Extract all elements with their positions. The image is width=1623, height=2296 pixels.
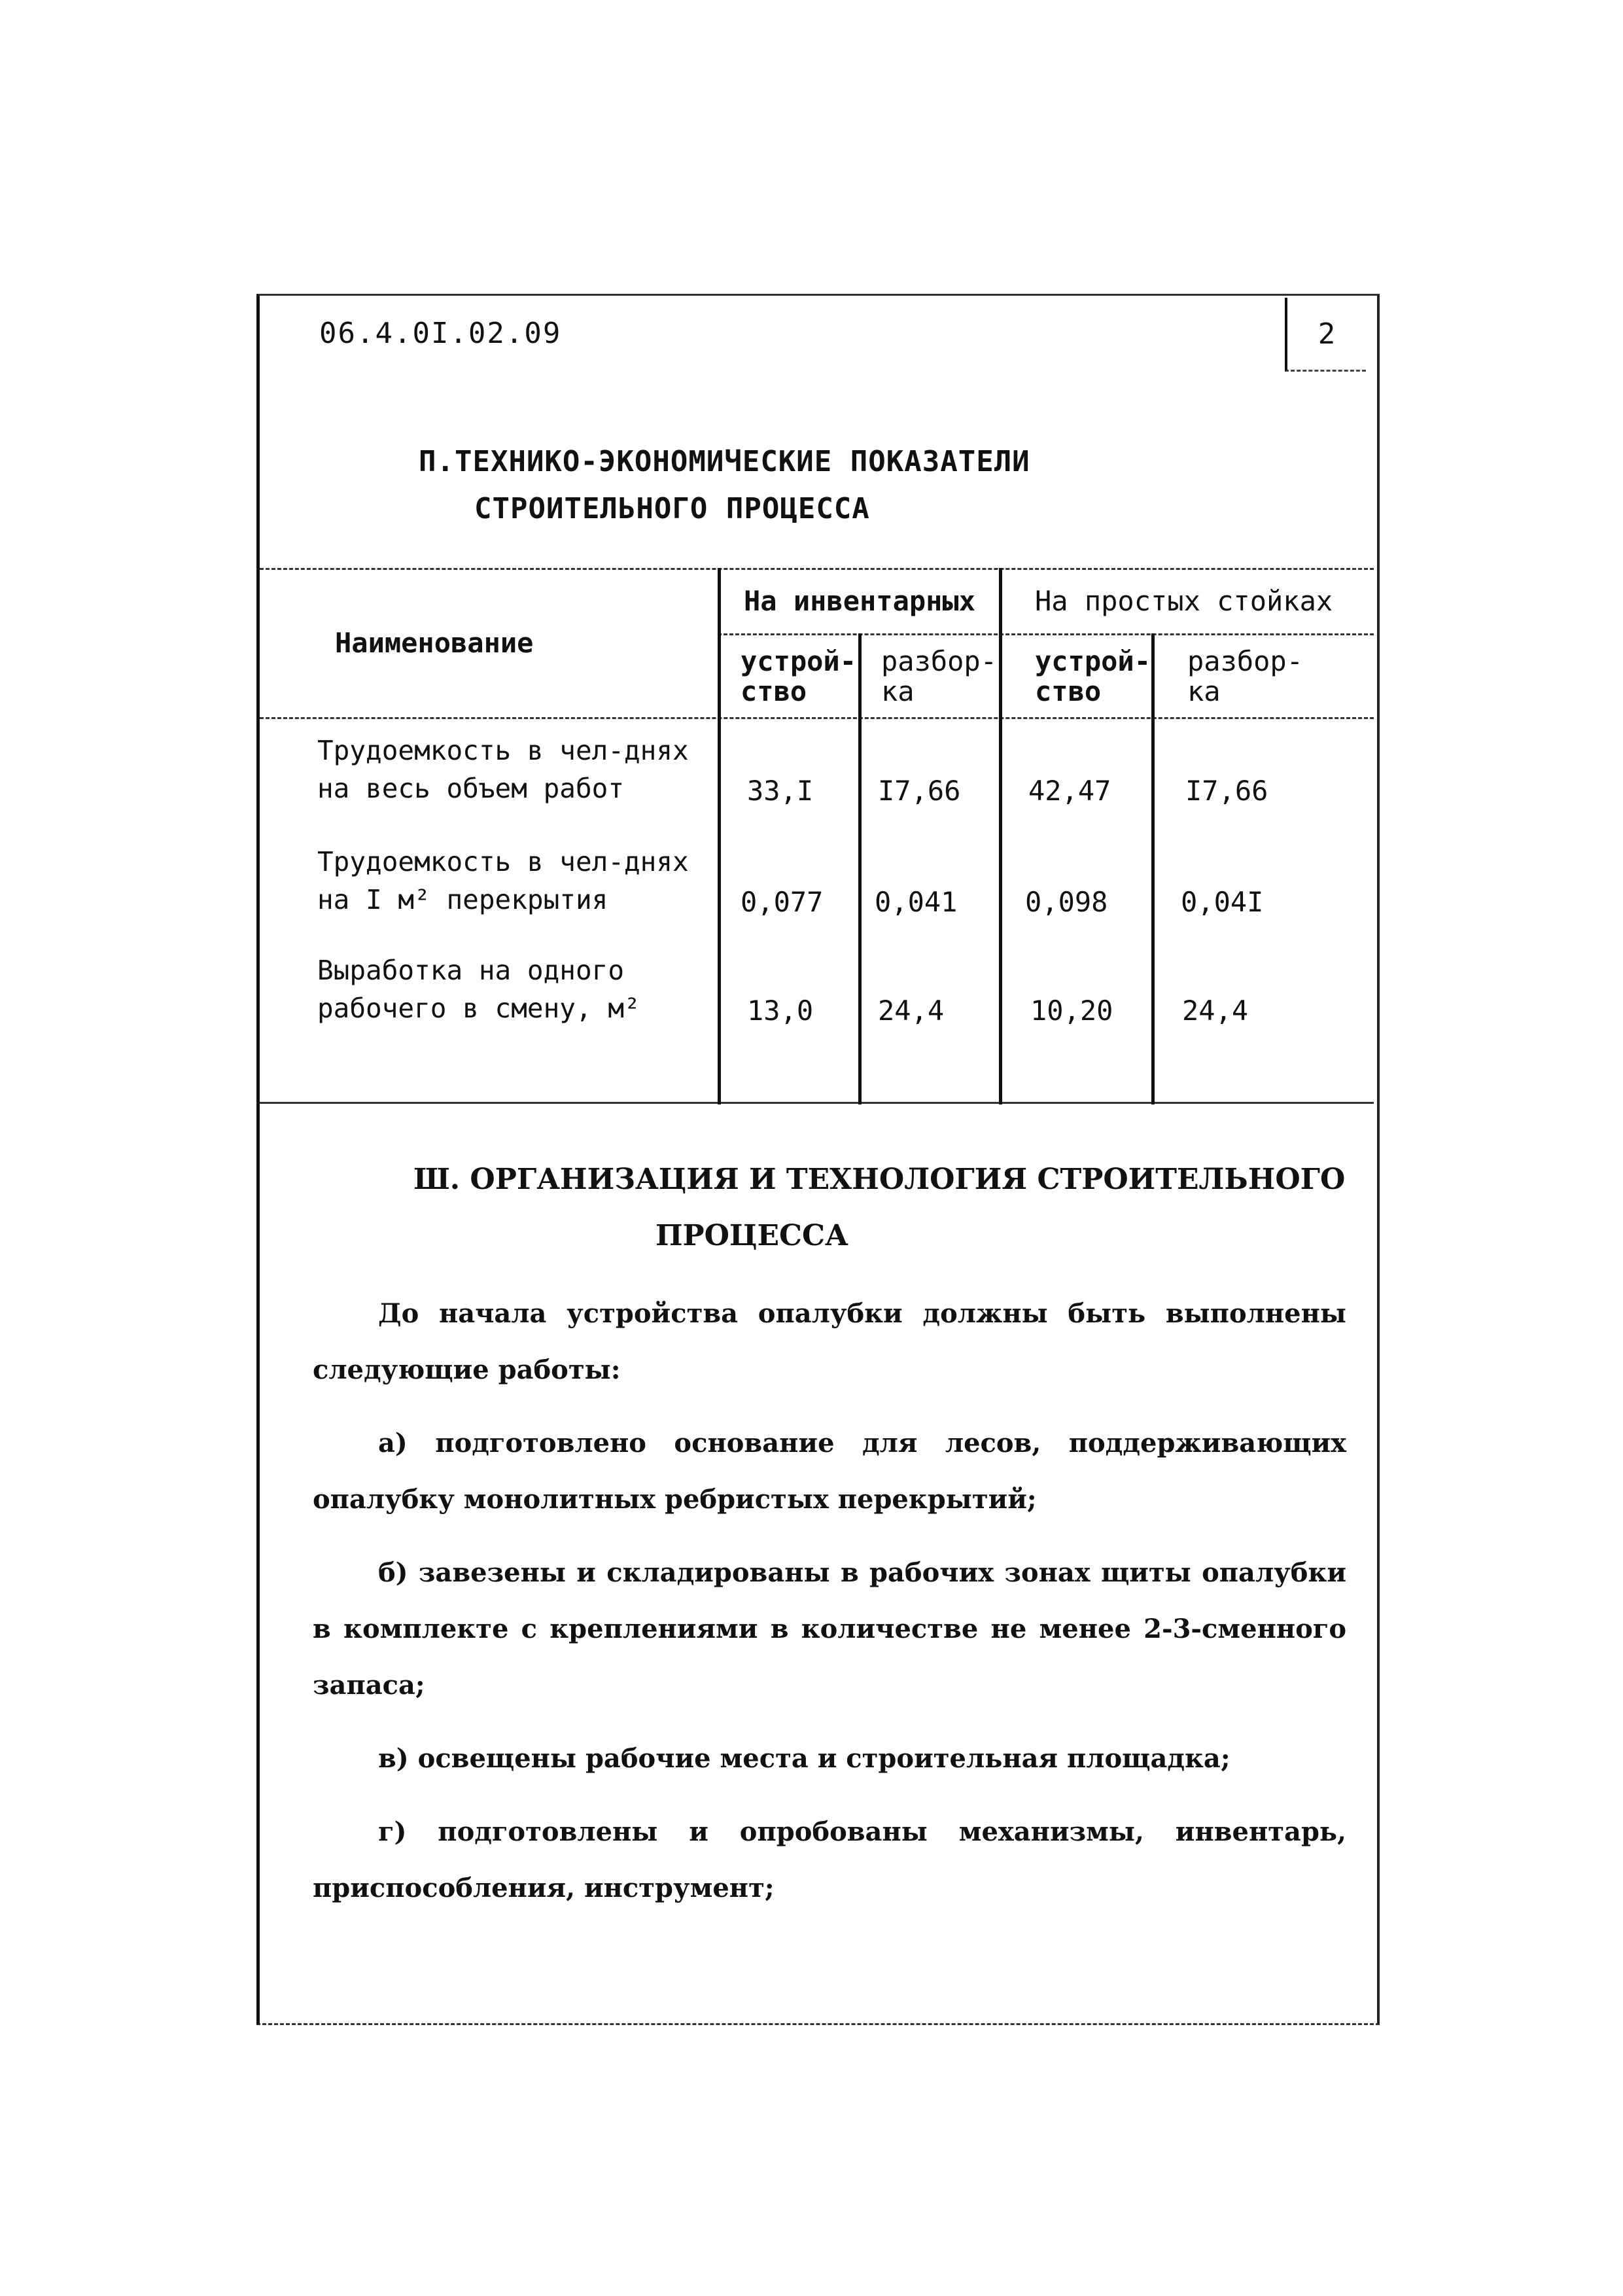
row-3-value-2: 24,4 xyxy=(878,995,945,1027)
row-1-value-3: 42,47 xyxy=(1028,775,1111,807)
section3-title-line2: ПРОЦЕССА xyxy=(655,1219,848,1252)
table-header-line xyxy=(260,717,1374,719)
row-3-value-3: 10,20 xyxy=(1030,995,1113,1027)
row-1-value-4: I7,66 xyxy=(1185,775,1268,807)
document-code: 06.4.0I.02.09 xyxy=(319,317,562,350)
row-1-value-1: 33,I xyxy=(747,775,814,807)
page-number: 2 xyxy=(1285,298,1366,372)
table-group-line xyxy=(718,633,1374,635)
indicators-table xyxy=(260,568,1374,1104)
section2-title-line2: СТРОИТЕЛЬНОГО ПРОЦЕССА xyxy=(474,492,870,525)
sub-header-dismantle-1: разбор- ка xyxy=(881,645,998,707)
row-2-value-4: 0,04I xyxy=(1181,886,1264,918)
row-3-name: Выработка на одного рабочего в смену, м² xyxy=(317,955,640,1024)
list-item-b: б) завезены и складированы в рабочих зонах щиты опалубки в комплекте с креплениями в количестве не менее 2-3-сменного запаса; xyxy=(313,1557,1346,1701)
section2-title xyxy=(419,438,1030,533)
table-bottom-line xyxy=(260,1102,1374,1104)
row-2-value-2: 0,041 xyxy=(875,886,958,918)
group-header-inventory: На инвентарных xyxy=(744,585,976,617)
table-top-line xyxy=(260,568,1374,570)
row-2-value-3: 0,098 xyxy=(1025,886,1108,918)
table-col-line-2 xyxy=(858,633,862,1104)
row-1-name: Трудоемкость в чел-днях на весь объем работ xyxy=(317,735,689,804)
row-2-name: Трудоемкость в чел-днях на I м² перекрытия xyxy=(317,846,689,915)
row-3-value-1: 13,0 xyxy=(747,995,814,1027)
table-col-line-3 xyxy=(999,568,1002,1104)
sub-header-install-1: устрой- ство xyxy=(741,645,857,707)
list-item-a: а) подготовлено основание для лесов, поддерживающих опалубку монолитных ребристых перекрытий; xyxy=(313,1428,1346,1515)
intro-paragraph: До начала устройства опалубки должны быть выполнены следующие работы: xyxy=(313,1298,1346,1385)
row-3-value-4: 24,4 xyxy=(1182,995,1249,1027)
table-col-line-1 xyxy=(718,568,721,1104)
list-item-c: в) освещены рабочие места и строительная площадка; xyxy=(378,1743,1230,1774)
section3-title xyxy=(413,1152,1345,1264)
list-item-d: г) подготовлены и опробованы механизмы, инвентарь, приспособления, инструмент; xyxy=(313,1816,1346,1903)
name-header: Наименование xyxy=(335,627,534,659)
row-2-value-1: 0,077 xyxy=(741,886,824,918)
row-1-value-2: I7,66 xyxy=(878,775,961,807)
section2-title-line1: П.ТЕХНИКО-ЭКОНОМИЧЕСКИЕ ПОКАЗАТЕЛИ xyxy=(419,445,1030,478)
sub-header-install-2: устрой- ство xyxy=(1035,645,1151,707)
sub-header-dismantle-2: разбор- ка xyxy=(1187,645,1304,707)
table-col-line-4 xyxy=(1151,633,1155,1104)
body-text xyxy=(313,1286,1346,1934)
section3-title-line1: Ш. ОРГАНИЗАЦИЯ И ТЕХНОЛОГИЯ СТРОИТЕЛЬНОГО xyxy=(413,1163,1346,1196)
group-header-simple-posts: На простых стойках xyxy=(1035,585,1333,617)
